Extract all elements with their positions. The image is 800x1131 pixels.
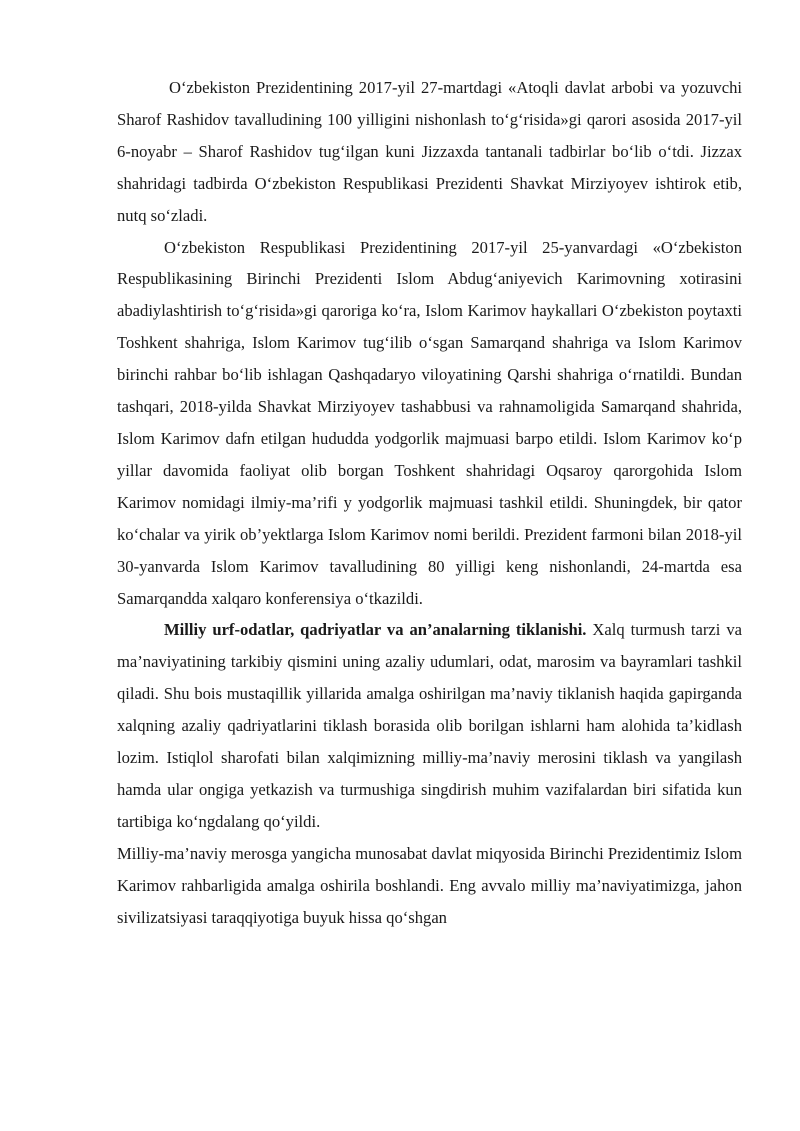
- paragraph-text: O‘zbekiston Respublikasi Prezidentining 2017-yil 25-yanvardagi «O‘zbekiston Respublikasining Birinchi Prezidenti Islom Abdug‘aniyevich Karimovning xotirasini abadiylashtirish to‘g‘risida»gi qaroriga ko‘ra, Islom Karimov haykallari O‘zbekiston poytaxti Toshkent shahriga, Islom Karimov tug‘ilib o‘sgan Samarqand shahriga va Islom Karimov birinchi rahbar bo‘lib ishlagan Qashqadaryo viloyatining Qarshi shahriga o‘rnatildi. Bundan tashqari, 2018-yilda Shavkat Mirziyoyev tashabbusi va rahnamoligida Samarqand shahrida, Islom Karimov dafn etilgan hududda yodgorlik majmuasi barpo etildi. Islom Karimov ko‘p yillar davomida faoliyat olib borgan Toshkent shahridagi Oqsaroy qarorgohida Islom Karimov nomidagi ilmiy-ma’rifi y yodgorlik majmuasi tashkil etildi. Shuningdek, bir qator ko‘chalar va yirik ob’yektlarga Islom Karimov nomi berildi. Prezident farmoni bilan 2018-yil 30-yanvarda Islom Karimov tavalludining 80 yilligi keng nishonlandi, 24-martda esa Samarqandda xalqaro konferensiya o‘tkazildi.: [117, 237, 742, 608]
- paragraph-text: O‘zbekiston Prezidentining 2017-yil 27-martdagi «Atoqli davlat arbobi va yozuvchi Sharof Rashidov tavalludining 100 yilligini nishonlash to‘g‘risida»gi qarori asosida 2017-yil 6-noyabr – Sharof Rashidov tug‘ilgan kuni Jizzaxda tantanali tadbirlar bo‘lib o‘tdi. Jizzax shahridagi tadbirda O‘zbekiston Respublikasi Prezidenti Shavkat Mirziyoyev ishtirok etib, nutq so‘zladi.: [117, 78, 742, 225]
- paragraph-heritage: [117, 838, 742, 934]
- document-page: [117, 72, 742, 933]
- paragraph-karimov-memory: [117, 232, 742, 615]
- paragraph-rashidov-anniversary: [117, 72, 742, 232]
- paragraph-text: Milliy-ma’naviy merosga yangicha munosabat davlat miqyosida Birinchi Prezidentimiz Islom Karimov rahbarligida amalga oshirila boshlandi. Eng avvalo milliy ma’naviyatimizga, jahon sivilizatsiyasi taraqqiyotiga buyuk hissa qo‘shgan: [117, 843, 742, 927]
- paragraph-text: Xalq turmush tarzi va ma’naviyatining tarkibiy qismini uning azaliy udumlari, odat, marosim va bayramlari tashkil qiladi. Shu bois mustaqillik yillarida amalga oshirilgan ma’naviy tiklanish haqida gapirganda xalqning azaliy qadriyatlarini tiklash borasida olib borilgan ishlarni ham alohida ta’kidlash lozim. Istiqlol sharofati bilan xalqimizning milliy-ma’naviy merosini tiklash va yangilash hamda ular ongiga yetkazish va turmushiga singdirish muhim vazifalardan biri sifatida kun tartibiga ko‘ngdalang qo‘yildi.: [117, 620, 743, 831]
- section-heading: Milliy urf-odatlar, qadriyatlar va an’analarning tiklanishi.: [164, 620, 587, 640]
- paragraph-traditions: [117, 614, 742, 837]
